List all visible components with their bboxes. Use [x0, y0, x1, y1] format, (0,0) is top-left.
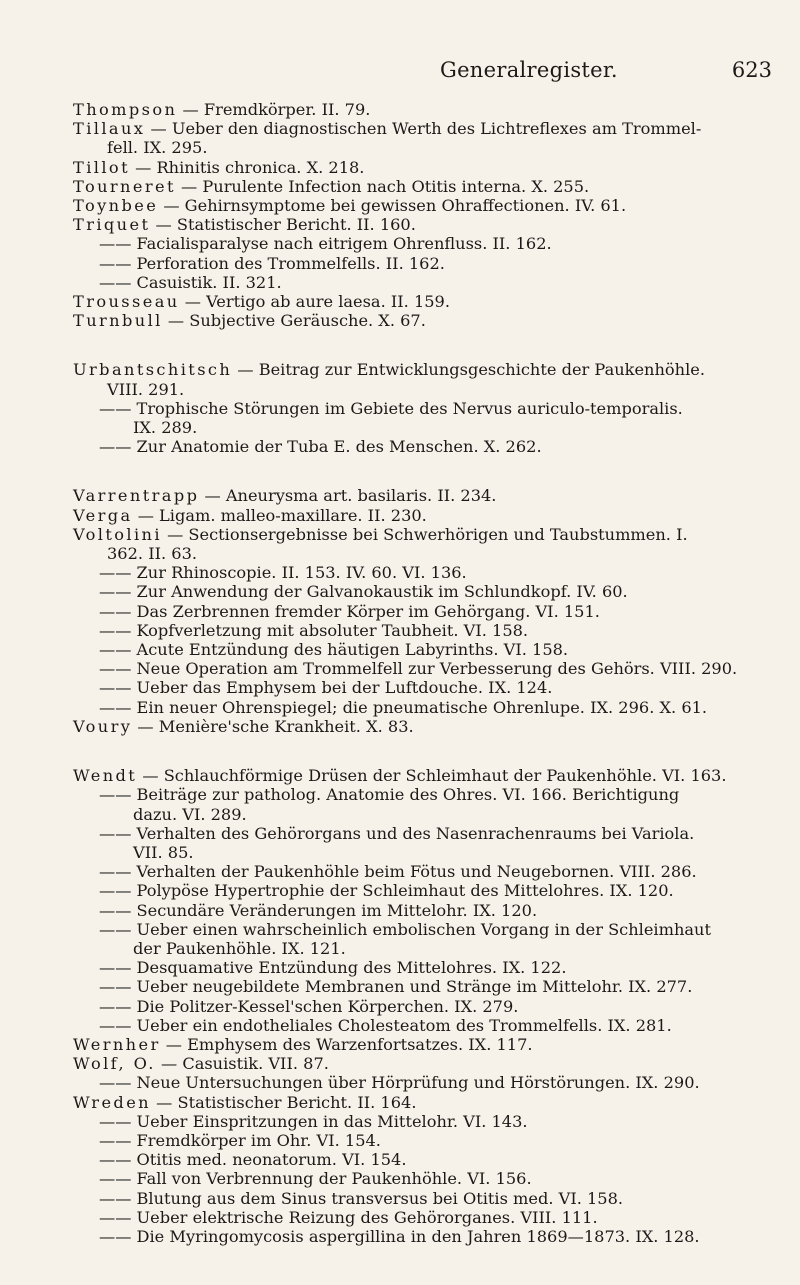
register-group [73, 486, 773, 736]
entry-text: —— Beiträge zur patholog. Anatomie des Ohres. VI. 166. Berichtigung [99, 785, 680, 805]
register-entry [73, 659, 773, 678]
entry-line [73, 311, 773, 330]
register-entry [73, 785, 773, 823]
register-entry [73, 958, 773, 977]
register-entry [73, 1150, 773, 1169]
register-entry [73, 486, 773, 505]
entry-text: —— Ueber neugebildete Membranen und Stränge im Mittelohr. IX. 277. [99, 977, 693, 997]
entry-text: —— Kopfverletzung mit absoluter Taubheit. VI. 158. [99, 620, 529, 640]
page-header [0, 58, 800, 88]
entry-text: — Schlauchförmige Drüsen der Schleimhaut der Paukenhöhle. VI. 163. [142, 766, 727, 786]
entry-text: — Beitrag zur Entwicklungsgeschichte der Paukenhöhle. [237, 360, 705, 380]
register-entry [73, 1208, 773, 1227]
entry-text: —— Zur Rhinoscopie. II. 153. IV. 60. VI. 136. [99, 563, 467, 583]
entry-line [99, 1016, 773, 1035]
entry-line [99, 843, 773, 862]
entry-line [73, 158, 773, 177]
running-title: Generalregister. [440, 58, 618, 82]
entry-line [73, 196, 773, 215]
register-entry [73, 1131, 773, 1150]
author-name: Tillaux [73, 119, 146, 139]
entry-text: — Sectionsergebnisse bei Schwerhörigen und Taubstummen. I. [167, 524, 688, 544]
entry-line [99, 254, 773, 273]
entry-text: IX. 289. [133, 418, 198, 438]
author-name: Varrentrapp [73, 486, 200, 506]
register-group [73, 766, 773, 1246]
entry-text: —— Ueber elektrische Reizung des Gehörorganes. VIII. 111. [99, 1207, 598, 1227]
register-entry [73, 640, 773, 659]
entry-text: —— Das Zerbrennen fremder Körper im Gehörgang. VI. 151. [99, 601, 600, 621]
entry-line [99, 418, 773, 437]
register-entry [73, 506, 773, 525]
entry-line [73, 380, 773, 399]
register-entry [73, 292, 773, 311]
entry-text: —— Die Politzer-Kessel'schen Körperchen. IX. 279. [99, 996, 519, 1016]
entry-line [73, 1035, 773, 1054]
entry-line [99, 640, 773, 659]
entry-line [73, 292, 773, 311]
entry-text: dazu. VI. 289. [133, 804, 247, 824]
entry-text: —— Desquamative Entzündung des Mittelohres. IX. 122. [99, 958, 567, 978]
entry-text: VII. 85. [133, 842, 194, 862]
entry-line [99, 621, 773, 640]
entry-text: —— Ueber einen wahrscheinlich embolischen Vorgang in der Schleimhaut [99, 919, 711, 939]
register-entry [73, 997, 773, 1016]
entry-text: — Gehirnsymptome bei gewissen Ohraffectionen. IV. 61. [163, 196, 627, 216]
entry-text: —— Ueber das Emphysem bei der Luftdouche. IX. 124. [99, 678, 553, 698]
entry-line [99, 1208, 773, 1227]
group-gap [73, 456, 773, 486]
entry-text: — Statistischer Bericht. II. 164. [156, 1092, 417, 1112]
register-entry [73, 234, 773, 253]
author-name: Wolf, O. [73, 1054, 156, 1074]
entry-line [73, 766, 773, 785]
register-entry [73, 698, 773, 717]
register-entry [73, 1093, 773, 1112]
entry-text: —— Zur Anwendung der Galvanokaustik im Schlundkopf. IV. 60. [99, 582, 628, 602]
entry-text: — Vertigo ab aure laesa. II. 159. [184, 292, 451, 312]
register-entry [73, 563, 773, 582]
entry-text: —— Verhalten des Gehörorgans und des Nasenrachenraums bei Variola. [99, 823, 695, 843]
entry-line [99, 582, 773, 601]
entry-line [73, 360, 773, 379]
entry-line [99, 1112, 773, 1131]
entry-line [99, 1189, 773, 1208]
register-entry [73, 977, 773, 996]
entry-line [99, 977, 773, 996]
entry-text: 362. II. 63. [107, 544, 198, 564]
register-entry [73, 862, 773, 881]
entry-line [73, 215, 773, 234]
entry-text: der Paukenhöhle. IX. 121. [133, 938, 346, 958]
entry-text: —— Ueber Einspritzungen in das Mittelohr. VI. 143. [99, 1111, 528, 1131]
register-entry [73, 901, 773, 920]
register-entry [73, 766, 773, 785]
entry-line [99, 958, 773, 977]
register-entry [73, 399, 773, 437]
entry-text: —— Otitis med. neonatorum. VI. 154. [99, 1150, 407, 1170]
entry-line [99, 399, 773, 418]
entry-text: — Rhinitis chronica. X. 218. [135, 157, 365, 177]
register-entry [73, 1169, 773, 1188]
entry-text: —— Casuistik. II. 321. [99, 272, 282, 292]
register-entry [73, 437, 773, 456]
register-entry [73, 1054, 773, 1073]
entry-line [99, 997, 773, 1016]
register-entry [73, 1016, 773, 1035]
register-entry [73, 360, 773, 398]
entry-line [99, 1169, 773, 1188]
register-entry [73, 920, 773, 958]
author-name: Tourneret [73, 176, 176, 196]
entry-text: —— Verhalten der Paukenhöhle beim Fötus und Neugebornen. VIII. 286. [99, 862, 697, 882]
register-entry [73, 1112, 773, 1131]
register-entry [73, 100, 773, 119]
register-entry [73, 215, 773, 234]
entry-line [99, 901, 773, 920]
author-name: Tillot [73, 157, 130, 177]
entry-text: —— Secundäre Veränderungen im Mittelohr. IX. 120. [99, 900, 538, 920]
register-entry [73, 1035, 773, 1054]
author-name: Voury [73, 716, 133, 736]
register-entry [73, 254, 773, 273]
entry-line [99, 273, 773, 292]
register-entry [73, 602, 773, 621]
entry-text: — Ueber den diagnostischen Werth des Lichtreflexes am Trommel- [150, 119, 702, 139]
register-entry [73, 1073, 773, 1092]
register-entry [73, 311, 773, 330]
entry-text: —— Trophische Störungen im Gebiete des Nervus auriculo-temporalis. [99, 398, 683, 418]
register-entry [73, 1189, 773, 1208]
author-name: Voltolini [73, 524, 162, 544]
entry-line [99, 698, 773, 717]
entry-text: — Subjective Geräusche. X. 67. [167, 311, 426, 331]
entry-text: — Fremdkörper. II. 79. [182, 100, 371, 119]
register-content [73, 100, 773, 1246]
entry-text: —— Neue Untersuchungen über Hörprüfung und Hörstörungen. IX. 290. [99, 1073, 700, 1093]
entry-text: VIII. 291. [107, 379, 185, 399]
author-name: Turnbull [73, 311, 163, 331]
entry-line [73, 1093, 773, 1112]
entry-line [99, 563, 773, 582]
register-entry [73, 196, 773, 215]
entry-line [73, 525, 773, 544]
entry-text: —— Perforation des Trommelfells. II. 162. [99, 253, 445, 273]
author-name: Wreden [73, 1092, 151, 1112]
register-entry [73, 678, 773, 697]
entry-line [99, 1150, 773, 1169]
entry-text: —— Acute Entzündung des häutigen Labyrinths. VI. 158. [99, 640, 569, 660]
entry-text: — Aneurysma art. basilaris. II. 234. [204, 486, 497, 506]
entry-text: —— Ueber ein endotheliales Cholesteatom des Trommelfells. IX. 281. [99, 1015, 672, 1035]
register-entry [73, 1227, 773, 1246]
entry-line [73, 544, 773, 563]
entry-line [99, 785, 773, 804]
entry-text: —— Polypöse Hypertrophie der Schleimhaut des Mittelohres. IX. 120. [99, 881, 674, 901]
author-name: Toynbee [73, 196, 159, 216]
entry-line [73, 717, 773, 736]
entry-line [99, 602, 773, 621]
page-number: 623 [731, 58, 772, 82]
register-entry [73, 177, 773, 196]
entry-text: — Ligam. malleo-maxillare. II. 230. [137, 505, 427, 525]
author-name: Wendt [73, 766, 138, 786]
entry-text: —— Facialisparalyse nach eitrigem Ohrenfluss. II. 162. [99, 234, 552, 254]
entry-line [73, 486, 773, 505]
entry-line [99, 234, 773, 253]
author-name: Wernher [73, 1034, 161, 1054]
entry-text: —— Neue Operation am Trommelfell zur Verbesserung des Gehörs. VIII. 290. [99, 659, 738, 679]
register-entry [73, 119, 773, 157]
entry-text: —— Blutung aus dem Sinus transversus bei Otitis med. VI. 158. [99, 1188, 624, 1208]
entry-line [73, 100, 773, 119]
entry-line [73, 1054, 773, 1073]
author-name: Urbantschitsch [73, 360, 233, 380]
author-name: Verga [73, 505, 133, 525]
entry-line [99, 881, 773, 900]
entry-text: —— Fall von Verbrennung der Paukenhöhle. VI. 156. [99, 1169, 532, 1189]
author-name: Thompson [73, 100, 178, 119]
group-gap [73, 330, 773, 360]
entry-line [99, 805, 773, 824]
entry-text: — Casuistik. VII. 87. [161, 1054, 329, 1074]
entry-text: — Purulente Infection nach Otitis interna. X. 255. [181, 176, 590, 196]
entry-line [73, 506, 773, 525]
entry-line [99, 659, 773, 678]
entry-text: — Statistischer Bericht. II. 160. [155, 215, 416, 235]
entry-line [99, 1227, 773, 1246]
author-name: Trousseau [73, 292, 180, 312]
author-name: Triquet [73, 215, 151, 235]
entry-text: — Menière'sche Krankheit. X. 83. [137, 716, 414, 736]
register-entry [73, 525, 773, 563]
entry-line [99, 920, 773, 939]
register-entry [73, 717, 773, 736]
register-entry [73, 824, 773, 862]
register-entry [73, 582, 773, 601]
register-group [73, 360, 773, 456]
entry-line [99, 678, 773, 697]
entry-line [73, 119, 773, 138]
entry-text: —— Die Myringomycosis aspergillina in den Jahren 1869—1873. IX. 128. [99, 1226, 700, 1246]
register-entry [73, 158, 773, 177]
entry-text: —— Zur Anatomie der Tuba E. des Menschen. X. 262. [99, 437, 542, 457]
entry-text: fell. IX. 295. [107, 138, 208, 158]
entry-line [73, 177, 773, 196]
register-group [73, 100, 773, 330]
entry-line [99, 1131, 773, 1150]
entry-text: — Emphysem des Warzenfortsatzes. IX. 117. [165, 1034, 533, 1054]
entry-line [99, 824, 773, 843]
entry-line [73, 138, 773, 157]
entry-line [99, 939, 773, 958]
register-entry [73, 273, 773, 292]
entry-line [99, 437, 773, 456]
entry-text: —— Fremdkörper im Ohr. VI. 154. [99, 1130, 381, 1150]
entry-line [99, 862, 773, 881]
register-entry [73, 621, 773, 640]
entry-text: —— Ein neuer Ohrenspiegel; die pneumatische Ohrenlupe. IX. 296. X. 61. [99, 697, 708, 717]
entry-line [99, 1073, 773, 1092]
group-gap [73, 736, 773, 766]
register-entry [73, 881, 773, 900]
